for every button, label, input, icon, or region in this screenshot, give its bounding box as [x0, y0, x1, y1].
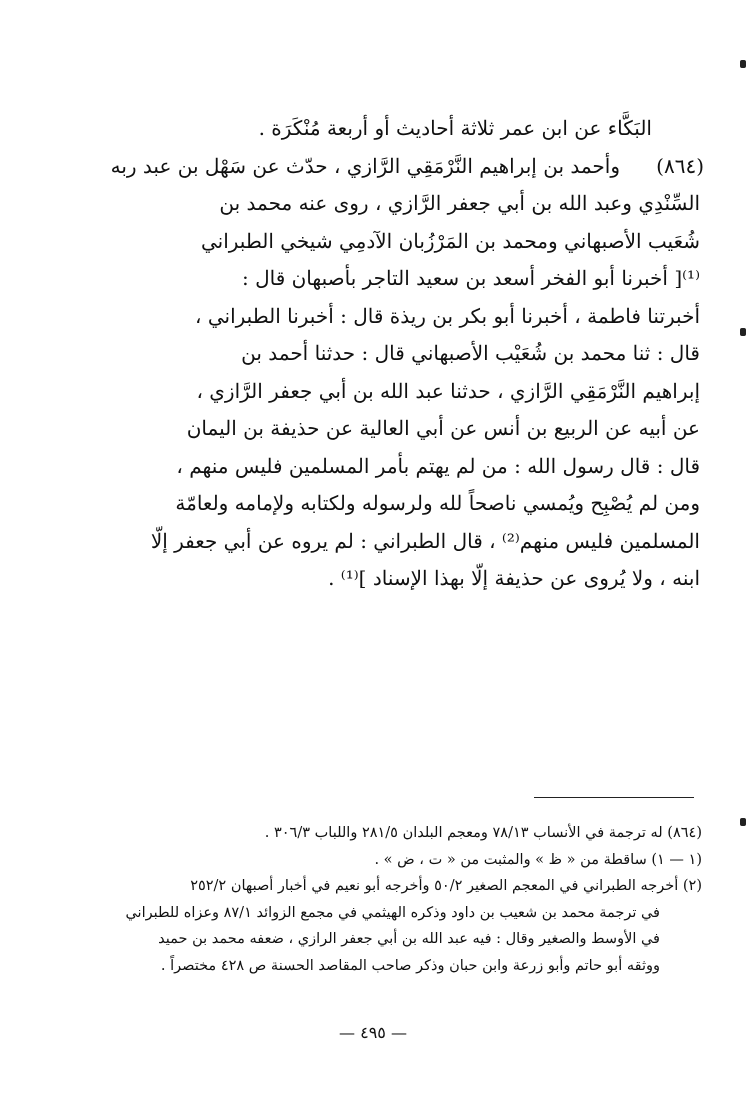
footnotes-block: [90, 820, 702, 979]
text-line: ابنه ، ولا يُروى عن حذيفة إلّا بهذا الإسناد ]⁽¹⁾ .: [328, 566, 700, 590]
main-text-block: [100, 110, 704, 598]
text-line: شُعَيب الأصبهاني ومحمد بن المَرْزُبان الآدمِي شيخي الطبراني: [200, 228, 700, 253]
text-line: عن أبيه عن الربيع بن أنس عن أبي العالية عن حذيفة بن اليمان: [186, 416, 700, 440]
footnote-line: في الأوسط والصغير وقال : فيه عبد الله بن أبي جعفر الرازي ، ضعفه محمد بن حميد: [158, 931, 660, 947]
margin-mark: [740, 60, 746, 68]
text-line: وأحمد بن إبراهيم النَّرْمَقِي الرَّازي ، حدّث عن سَهْل بن عبد ربه: [110, 153, 620, 178]
entry-864: [100, 148, 704, 186]
footnote-line: في ترجمة محمد بن شعيب بن داود وذكره الهيثمي في مجمع الزوائد ٨٧/١ وعزاه للطبراني: [125, 904, 660, 921]
margin-mark: [740, 328, 746, 336]
footnote-line: (٨٦٤) له ترجمة في الأنساب ٧٨/١٣ ومعجم البلدان ٢٨١/٥ واللباب ٣٠٦/٣ .: [264, 825, 702, 841]
text-line: قال : ثنا محمد بن شُعَيْب الأصبهاني قال : حدثنا أحمد بن: [241, 341, 700, 365]
text-line: أخبرتنا فاطمة ، أخبرنا أبو بكر بن ريذة قال : أخبرنا الطبراني ،: [195, 303, 700, 328]
margin-mark: [740, 818, 746, 826]
text-line: قال : قال رسول الله : من لم يهتم بأمر المسلمين فليس منهم ،: [176, 453, 700, 478]
footnote-separator: [534, 797, 694, 798]
footnote-line: (٢) أخرجه الطبراني في المعجم الصغير ٥٠/٢ وأخرجه أبو نعيم في أخبار أصبهان ٢٥٢/٢: [190, 878, 702, 894]
text-line: إبراهيم النَّرْمَقِي الرَّازي ، حدثنا عبد الله بن أبي جعفر الرَّازي ،: [196, 378, 700, 403]
text-line: ⁽¹⁾[ أخبرنا أبو الفخر أسعد بن سعيد التاجر بأصبهان قال :: [241, 266, 700, 290]
page-number: — ٤٩٥ —: [339, 1023, 407, 1042]
text-line: المسلمين فليس منهم⁽²⁾ ، قال الطبراني : لم يروه عن أبي جعفر إلّا: [150, 528, 700, 553]
entry-number: (٨٦٤): [656, 153, 704, 178]
footnote-line: (١ — ١) ساقطة من « ظ » والمثبت من « ت ، ض » .: [374, 851, 702, 868]
text-line: ومن لم يُصْبِح ويُمسي ناصحاً لله ولرسوله ولكتابه ولإمامه ولعامّة: [175, 491, 700, 515]
text-line: البَكَّاء عن ابن عمر ثلاثة أحاديث أو أربعة مُنْكَرَة .: [258, 116, 652, 140]
footnote-line: ووثقه أبو حاتم وأبو زرعة وابن حبان وذكر صاحب المقاصد الحسنة ص ٤٢٨ مختصراً .: [160, 957, 660, 974]
text-line: السِّنْدِي وعبد الله بن أبي جعفر الرَّازي ، روى عنه محمد بن: [219, 191, 700, 215]
